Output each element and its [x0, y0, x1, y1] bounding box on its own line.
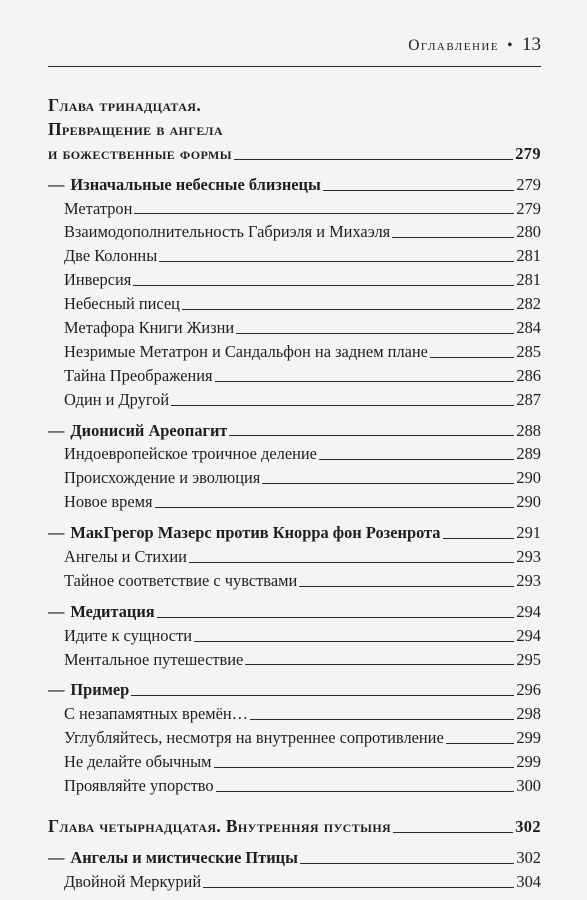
dot-leader [299, 586, 514, 587]
dot-leader [182, 309, 514, 310]
chapter-title-line [48, 118, 541, 142]
toc-subentry[interactable] [48, 268, 541, 292]
page-number: 281 [516, 246, 541, 266]
dot-leader [262, 483, 514, 484]
toc-subentry[interactable] [48, 466, 541, 490]
dot-leader [189, 562, 514, 563]
section-title-text: Ангелы и мистические Птицы [70, 847, 298, 867]
page-number: 281 [516, 270, 541, 290]
toc-section-entry[interactable] [48, 846, 541, 870]
page-number: 290 [516, 492, 541, 512]
section-title-text: Изначальные небесные близнецы [70, 174, 321, 194]
page-number: 279 [516, 174, 541, 194]
running-header [0, 34, 587, 60]
dot-leader [216, 791, 515, 792]
page-number: 284 [516, 318, 541, 337]
entry-title [48, 419, 227, 443]
entry-title: Идите к сущности [64, 625, 193, 645]
toc-subentry[interactable] [48, 364, 541, 388]
toc-subentry[interactable] [48, 648, 541, 672]
dot-leader [194, 641, 514, 642]
toc-subentry[interactable] [48, 726, 541, 750]
chapter-title-line [48, 94, 541, 118]
toc-subentry[interactable] [48, 624, 541, 648]
dot-leader [155, 507, 515, 508]
bullet-separator: • [507, 37, 514, 54]
toc-subentry[interactable] [48, 220, 541, 244]
entry-title: Взаимодополнительность Габриэля и Михаэля [64, 222, 391, 242]
folio-page-number: 13 [522, 34, 541, 55]
dot-leader [157, 617, 515, 618]
page-number: 295 [516, 649, 541, 669]
entry-title: Метафора Книги Жизни [64, 318, 235, 337]
section-spacer [48, 412, 541, 419]
dot-leader [245, 664, 514, 665]
entry-title [48, 173, 321, 197]
entry-title: Две Колонны [64, 246, 158, 266]
page-number: 302 [516, 847, 541, 867]
toc-subentry[interactable] [48, 316, 541, 340]
entry-title: Незримые Метатрон и Сандальфон на заднем плане [64, 341, 428, 361]
toc-subentry[interactable] [48, 197, 541, 221]
entry-title: Ангелы и Стихии [64, 547, 187, 567]
toc-subentry[interactable] [48, 750, 541, 774]
page-number: 288 [516, 420, 541, 440]
entry-title: Происхождение и эволюция [64, 468, 261, 488]
entry-title: Инверсия [64, 270, 132, 290]
table-of-contents [48, 94, 541, 894]
page-number: 279 [516, 198, 541, 218]
page-number: 296 [516, 680, 541, 700]
chapter-title-text: Глава четырнадцатая. Внутренняя пустыня [48, 815, 392, 836]
entry-title: Новое время [64, 492, 153, 512]
toc-subentry[interactable] [48, 774, 541, 798]
page-number: 293 [516, 547, 541, 567]
running-head [408, 34, 541, 56]
chapter-13-sections [48, 166, 541, 798]
entry-title [48, 678, 129, 702]
page-number: 289 [516, 444, 541, 464]
dot-leader [159, 261, 514, 262]
dot-leader [171, 405, 514, 406]
entry-title [48, 521, 441, 545]
entry-title [48, 600, 155, 624]
dash-marker: — [48, 847, 65, 867]
toc-subentry[interactable] [48, 388, 541, 412]
dot-leader [323, 190, 515, 191]
chapter-title-line[interactable] [48, 142, 541, 166]
chapter-14-sections [48, 839, 541, 894]
dash-marker: — [48, 680, 65, 700]
page-number: 286 [516, 365, 541, 385]
section-spacer [48, 839, 541, 846]
toc-section-entry[interactable] [48, 173, 541, 197]
chapter-14-heading[interactable] [48, 815, 541, 839]
section-title-text: Медитация [70, 601, 155, 621]
page-number: 302 [515, 816, 541, 836]
page-number: 285 [516, 341, 541, 361]
dot-leader [446, 743, 515, 744]
toc-subentry[interactable] [48, 244, 541, 268]
toc-subentry[interactable] [48, 545, 541, 569]
dash-marker: — [48, 174, 65, 194]
section-title-text: Пример [70, 680, 130, 700]
entry-title: Один и Другой [64, 389, 170, 409]
section-title-text: Дионисий Ареопагит [70, 420, 228, 440]
page-number: 300 [516, 776, 541, 796]
dot-leader [215, 381, 515, 382]
section-spacer [48, 514, 541, 521]
section-title: Оглавление [408, 37, 500, 54]
dot-leader [236, 333, 514, 334]
section-spacer [48, 671, 541, 678]
toc-subentry[interactable] [48, 292, 541, 316]
entry-title: С незапамятных времён… [64, 704, 249, 724]
entry-title: Индоевропейское троичное деление [64, 444, 317, 464]
toc-section-entry[interactable] [48, 521, 541, 545]
section-spacer [48, 593, 541, 600]
dot-leader [443, 538, 515, 539]
chapter-title-text: и божественные формы [48, 142, 232, 163]
dot-leader [250, 719, 514, 720]
page-number: 294 [516, 625, 541, 645]
chapter-title-text: Глава тринадцатая. [48, 94, 202, 115]
page-number: 299 [516, 728, 541, 748]
entry-title: Тайна Преображения [64, 365, 213, 385]
dash-marker: — [48, 523, 65, 543]
dot-leader [134, 213, 514, 214]
entry-title: Ментальное путешествие [64, 649, 244, 669]
entry-title: Проявляйте упорство [64, 776, 214, 796]
header-rule [48, 66, 541, 67]
toc-subentry[interactable] [48, 702, 541, 726]
toc-subentry[interactable] [48, 442, 541, 466]
section-spacer [48, 166, 541, 173]
entry-title: Небесный писец [64, 294, 180, 314]
dot-leader [214, 767, 515, 768]
entry-title: Метатрон [64, 198, 133, 218]
entry-title: Двойной Меркурий [64, 871, 202, 891]
toc-section-entry[interactable] [48, 419, 541, 443]
dot-leader [300, 863, 514, 864]
dot-leader [229, 435, 514, 436]
dot-leader [131, 695, 514, 696]
page-number: 291 [516, 523, 541, 543]
entry-title: Не делайте обычным [64, 752, 212, 772]
toc-subentry[interactable] [48, 340, 541, 364]
dash-marker: — [48, 420, 65, 440]
page-number: 293 [516, 570, 541, 590]
dot-leader [133, 285, 514, 286]
page-number: 287 [516, 389, 541, 409]
toc-section-entry[interactable] [48, 678, 541, 702]
entry-title: Тайное соответствие с чувствами [64, 570, 298, 590]
page-number: 280 [516, 222, 541, 242]
chapter-13-heading [48, 94, 541, 166]
entry-title: Углубляйтесь, несмотря на внутреннее сопротивление [64, 728, 444, 748]
page-number: 304 [516, 871, 541, 891]
page-number: 299 [516, 752, 541, 772]
toc-section-entry[interactable] [48, 600, 541, 624]
chapter-title-text: Превращение в ангела [48, 118, 223, 139]
toc-subentry[interactable] [48, 490, 541, 514]
chapter-spacer [48, 798, 541, 815]
dot-leader [392, 237, 514, 238]
dot-leader [234, 159, 513, 160]
page-number: 279 [515, 143, 541, 163]
page-number: 282 [516, 294, 541, 314]
page-number: 290 [516, 468, 541, 488]
toc-subentry[interactable] [48, 569, 541, 593]
dot-leader [319, 459, 514, 460]
section-title-text: МакГрегор Мазерс против Кнорра фон Розенрота [70, 523, 441, 543]
dash-marker: — [48, 601, 65, 621]
page-number: 294 [516, 601, 541, 621]
dot-leader [203, 887, 514, 888]
page-number: 298 [516, 704, 541, 724]
toc-subentry[interactable] [48, 870, 541, 894]
entry-title [48, 846, 298, 870]
dot-leader [393, 832, 513, 833]
dot-leader [430, 357, 514, 358]
